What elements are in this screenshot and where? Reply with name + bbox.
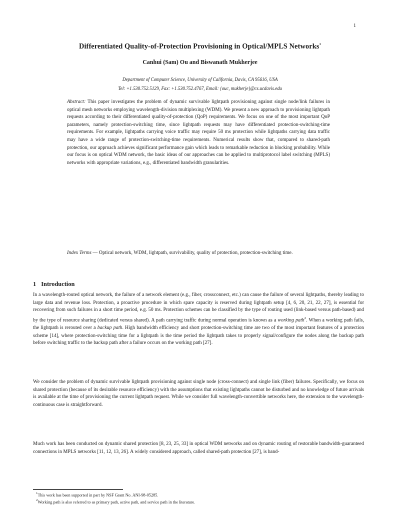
paper-title xyxy=(30,42,370,50)
intro-paragraph-3: Much work has been conducted on dynamic shared protection [8, 23, 25, 33] in optical WDM networks and on dynamic routing of restorable bandwidth-guaranteed connections in MPLS networks [11, 12, 13, 26]. A widely considered approach, called shared-path protection [27], is band- xyxy=(33,442,364,455)
term-working-path: working path xyxy=(277,318,305,324)
title-footnote-mark: 1 xyxy=(319,42,321,46)
footnote-text: Working path is also referred to as primary path, active path, and service path in the literature. xyxy=(37,499,196,505)
footnote-text: This work has been supported in part by NSF Grant No. ANI-98-05285. xyxy=(37,492,159,498)
section-number: 1 xyxy=(33,281,37,288)
page-number: 1 xyxy=(353,24,356,29)
abstract-label: Abstract: xyxy=(67,100,86,105)
footnote-mark: 2 xyxy=(36,498,38,502)
footnote-mark: 1 xyxy=(36,491,38,495)
index-terms xyxy=(67,250,330,258)
abstract xyxy=(67,99,330,167)
paper-title-text: Differentiated Quality-of-Protection Provisioning in Optical/MPLS Networks xyxy=(78,42,320,51)
paragraph-text: In a wavelength-routed optical network, the failure of a network element (e.g., fiber, crossconnect, etc.) can cause the failure of several lightpaths, thereby leading to large data and revenue loss. Protection, a proactive procedure in which spare capacity is reserved during lightpath setup [4, 6, 20, 21, 22, 27], is essential for recovering from such failures in a short time period, e.g. 50 ms. Protection schemes can be classified by the type of routing used (link-based versus path-based) and by the type of resource sharing (dedicated versus shared). A path carrying traffic during normal operation is known as a xyxy=(33,293,364,324)
author-list: Canhui (Sam) Ou and Biswanath Mukherjee xyxy=(142,60,258,66)
footnote-divider xyxy=(33,489,123,490)
section-title: Introduction xyxy=(41,281,75,288)
section-heading xyxy=(33,281,75,288)
abstract-text: This paper investigates the problem of dynamic survivable lightpath provisioning against single node/link failures in optical mesh networks employing wavelength-division multiplexing (WDM). We present a new approach to provisioning lightpath requests according to their differentiated quality-of-protection (QoP) requirements. We focus on one of the most important QoP parameters, namely protection-switching time, since lightpath requests may have differentiated protection-switching-time requirements. For example, lightpaths carrying voice traffic may require 50 ms protection while lightpaths carrying data traffic may have a wide range of protection-switching-time requirements. Numerical results show that, compared to shared-path protection, our approach achieves significant performance gain which leads to remarkable reduction in blocking probability. While our focus is on optical WDM network, the basic ideas of our approaches can be applied to multiprotocol label switching (MPLS) networks with appropriate variations, e.g., differentiated bandwidth granularities. xyxy=(67,100,330,166)
contact-info: Tel: +1.530.752.5129, Fax: +1.530.752.4767, Email: {ouc, mukherje}@cs.ucdavis.edu xyxy=(118,87,282,92)
paragraph-text: . High bandwidth efficiency and short protection-switching time are two of the most important features of a protection scheme [14], where protection-switching time for a lightpath is the time period the lightpath takes to properly signal/configure the nodes along the backup path before switching traffic to the backup path after a failure occurs on the working path [27]. xyxy=(33,326,365,347)
index-terms-label: Index Terms xyxy=(67,251,92,256)
paragraph-text: . When a working path fails, the lightpath is rerouted over a xyxy=(33,318,364,332)
term-backup-path: backup path xyxy=(97,326,123,332)
footnote-mark: 2 xyxy=(304,315,307,320)
intro-paragraph-2: We consider the problem of dynamic survivable lightpath provisioning against single node (cross-connect) and single link (fiber) failures. Specifically, we focus on shared protection (because of its desirable resource efficiency) with the assumptions that existing lightpaths cannot be disturbed and no knowledge of future arrivals is available at the time of provisioning the current lightpath request. While we consider full wavelength-convertible networks here, the extension to the wavelength-continuous case is straightforward. xyxy=(33,380,364,408)
index-terms-text: — Optical network, WDM, lightpath, survivability, quality of protection, protection-switching time. xyxy=(91,251,293,256)
intro-paragraph-1 xyxy=(33,292,364,348)
affiliation: Department of Computer Science, University of California, Davis, CA 95616, USA xyxy=(122,78,278,83)
footnote xyxy=(36,491,158,497)
footnote xyxy=(36,498,195,504)
